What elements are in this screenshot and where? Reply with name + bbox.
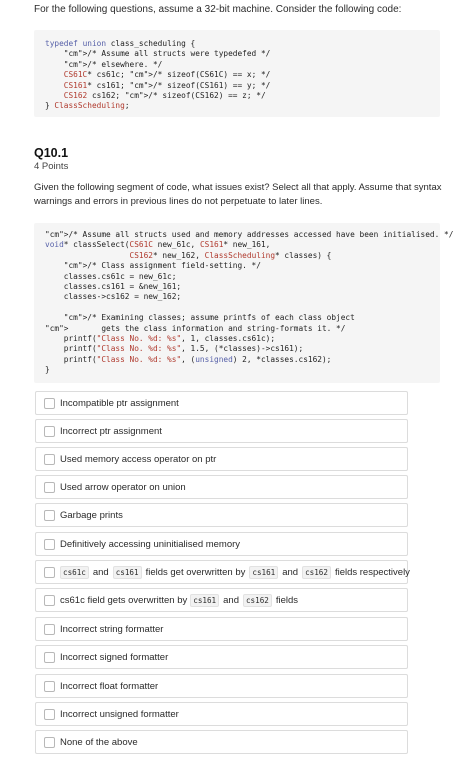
union-code-line: CS162 cs162; "cm">/* sizeof(CS162) == z; */ — [63, 91, 266, 101]
option-text: Garbage prints — [60, 509, 123, 521]
option-text: and — [223, 594, 239, 606]
answer-option[interactable] — [35, 532, 408, 556]
option-checkbox[interactable] — [44, 539, 55, 550]
option-label — [60, 566, 411, 579]
answer-option[interactable] — [35, 447, 408, 471]
answer-option[interactable] — [35, 645, 408, 669]
union-code-line: "cm">/* Assume all structs were typedefed */ — [63, 49, 271, 59]
function-code-line: classes->cs162 = new_162; — [45, 292, 182, 302]
function-code-line: "cm"> gets the class information and string-formats it. */ — [45, 323, 346, 333]
option-text: and — [92, 566, 109, 578]
option-checkbox[interactable] — [44, 595, 55, 606]
option-text: Incorrect string formatter — [60, 623, 164, 635]
option-text: fields — [275, 594, 299, 606]
option-label — [60, 426, 162, 437]
option-label — [60, 398, 179, 409]
option-text: Incorrect float formatter — [60, 680, 159, 692]
function-code-line: "cm">/* Class assignment field-setting. */ — [63, 261, 261, 271]
option-text: None of the above — [60, 736, 138, 748]
option-text: Incompatible ptr assignment — [60, 397, 179, 409]
option-checkbox[interactable] — [44, 681, 55, 692]
option-text: Used memory access operator on ptr — [60, 453, 217, 465]
inline-code: cs61c — [60, 566, 89, 579]
union-code-line: CS61C* cs61c; "cm">/* sizeof(CS61C) == x; */ — [63, 70, 271, 80]
function-code-line: "cm">/* Examining classes; assume printfs of each class object — [63, 313, 355, 323]
option-label — [60, 624, 163, 635]
function-code-line: printf("Class No. %d: %s", 1.5, (*classes)->cs161); — [45, 344, 304, 354]
inline-code: cs161 — [190, 594, 219, 607]
option-text: Incorrect ptr assignment — [60, 425, 162, 437]
option-text: cs61c field gets overwritten by — [60, 594, 188, 606]
inline-code: cs161 — [113, 566, 142, 579]
answer-option[interactable] — [35, 475, 408, 499]
option-text: Used arrow operator on union — [60, 481, 186, 493]
function-code-line: "cm">/* Assume all structs used and memory addresses accessed have been initialised. */ — [45, 230, 454, 239]
option-checkbox[interactable] — [44, 454, 55, 465]
option-checkbox[interactable] — [44, 737, 55, 748]
option-text: Definitively accessing uninitialised memory — [60, 538, 241, 550]
option-text: fields get overwritten by — [145, 566, 246, 578]
option-text: Incorrect unsigned formatter — [60, 708, 179, 720]
option-label — [60, 482, 186, 493]
question-prompt: Given the following segment of code, what issues exist? Select all that apply. Assume that syntax warnings and errors in previous lines do not perpetuate to later lines. — [34, 182, 442, 207]
code-block-union — [34, 30, 440, 117]
inline-code: cs162 — [302, 566, 331, 579]
answer-option[interactable] — [35, 503, 408, 527]
option-label — [60, 681, 158, 692]
option-checkbox[interactable] — [44, 426, 55, 437]
answer-option[interactable] — [35, 391, 408, 415]
code-listing-union — [45, 39, 440, 112]
option-text: fields respectively — [334, 566, 410, 578]
option-checkbox[interactable] — [44, 709, 55, 720]
option-label — [60, 709, 179, 720]
union-code-line: "cm">/* elsewhere. */ — [63, 59, 163, 69]
question-title: Q10.1 — [34, 146, 69, 160]
function-code-line: } — [45, 365, 50, 375]
question-points: 4 Points — [34, 161, 69, 172]
function-code-line: classes.cs161 = &new_161; — [45, 282, 182, 292]
intro-text: For the following questions, assume a 32-bit machine. Consider the following code: — [34, 4, 402, 15]
answer-option[interactable] — [35, 419, 408, 443]
answer-option[interactable] — [35, 702, 408, 726]
function-code-line: classes.cs61c = new_61c; — [45, 271, 177, 281]
option-checkbox[interactable] — [44, 624, 55, 635]
option-label — [60, 737, 138, 748]
code-block-function — [34, 223, 454, 383]
option-text: Incorrect signed formatter — [60, 651, 169, 663]
option-label — [60, 652, 168, 663]
answer-option[interactable] — [35, 674, 408, 698]
function-code-line: void* classSelect(CS61C new_61c, CS161* new_161, — [45, 240, 271, 250]
function-code-line: CS162* new_162, ClassScheduling* classes) { — [129, 250, 332, 260]
union-code-line: typedef union class_scheduling { — [45, 39, 196, 48]
inline-code: cs161 — [249, 566, 278, 579]
option-checkbox[interactable] — [44, 398, 55, 409]
option-text: and — [282, 566, 299, 578]
function-code-line: printf("Class No. %d: %s", 1, classes.cs61c); — [45, 334, 276, 344]
code-listing-function — [45, 230, 454, 376]
inline-code: cs162 — [243, 594, 272, 607]
option-checkbox[interactable] — [44, 482, 55, 493]
option-label — [60, 539, 240, 550]
option-label — [60, 594, 299, 607]
answer-option[interactable] — [35, 730, 408, 754]
option-checkbox[interactable] — [44, 567, 55, 578]
union-code-line: } ClassScheduling; — [45, 101, 130, 111]
option-label — [60, 510, 123, 521]
union-code-line: CS161* cs161; "cm">/* sizeof(CS161) == y; */ — [63, 80, 271, 90]
option-checkbox[interactable] — [44, 510, 55, 521]
option-label — [60, 454, 216, 465]
answer-option[interactable] — [35, 617, 408, 641]
function-code-line: printf("Class No. %d: %s", (unsigned) 2, *classes.cs162); — [45, 354, 332, 364]
answer-option[interactable] — [35, 560, 408, 584]
answer-option[interactable] — [35, 588, 408, 612]
option-checkbox[interactable] — [44, 652, 55, 663]
